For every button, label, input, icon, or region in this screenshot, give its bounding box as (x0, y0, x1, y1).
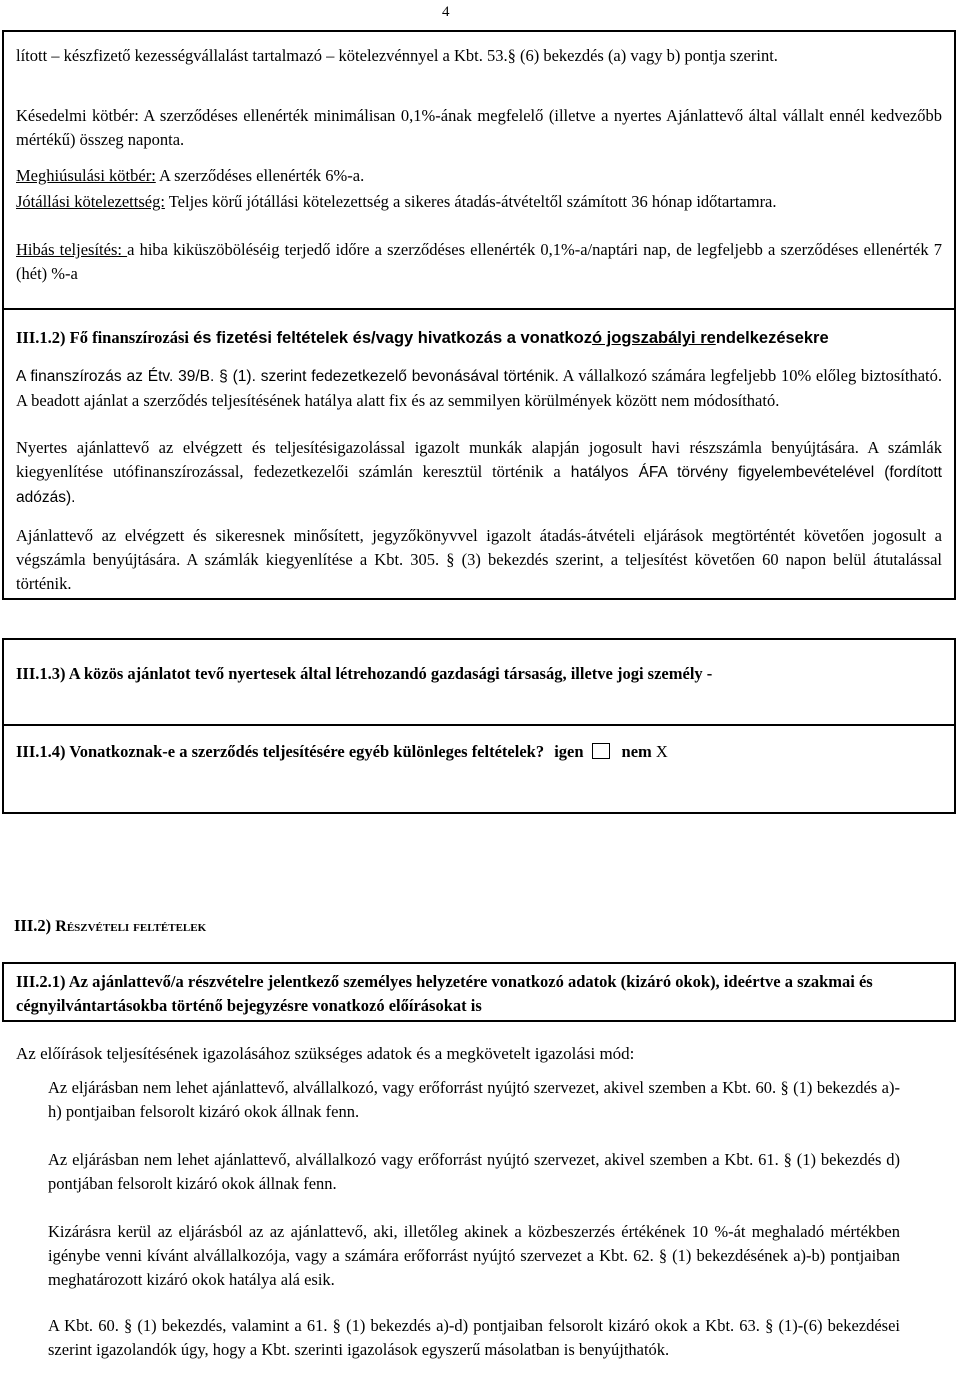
faulty-performance-paragraph (16, 238, 942, 286)
contract-penalties-box (2, 30, 956, 310)
faulty-performance-label: Hibás teljesítés: (16, 240, 128, 259)
exclusion-grounds-box (2, 962, 956, 1022)
financing-paragraph-2 (16, 436, 942, 510)
financing-invoice-text: Nyertes ajánlattevő az elvégzett és teljesítésigazolással igazolt munkák alapján jogosult havi részszámla benyújtására. A számlák kiegyenlítése utófinanszírozással, fedezetkezelői számlán keresztül történik a (16, 438, 942, 481)
financing-heading-part-d: ndelkezésekre (715, 329, 829, 347)
exclusion-item-2: Az eljárásban nem lehet ajánlattevő, alvállalkozó vagy erőforrást nyújtó szervezet, akivel szemben a Kbt. 61. § (1) bekezdés d) pontjában felsorolt kizáró okok állnak fenn. (48, 1150, 900, 1193)
financing-heading-part-c: ó jogszabályi re (592, 329, 716, 347)
financing-vat-text: hatályos ÁFA törvény figyelembevételével (fordított adózás). (16, 464, 942, 506)
joint-tenderers-box (2, 638, 956, 726)
failure-penalty-paragraph (16, 164, 942, 188)
guarantee-paragraph: lított – készfizető kezességvállalást tartalmazó – kötelezvénnyel a Kbt. 53.§ (6) bekezdés (a) vagy b) pontja szerint. (16, 46, 778, 65)
section-number: III.2) (14, 916, 56, 935)
section-title: Részvételi feltételek (55, 918, 207, 935)
failure-penalty-text: A szerződéses ellenérték 6%-a. (155, 166, 365, 185)
warranty-paragraph (16, 190, 942, 214)
faulty-performance-text: a hiba kiküszöböléséig terjedő időre a szerződéses ellenérték 0,1%-a/naptári nap, de legfeljebb a szerződéses ellenérték 7 (hét) %-a (16, 240, 942, 283)
financing-box (2, 308, 956, 600)
late-penalty-paragraph: Késedelmi kötbér: A szerződéses ellenérték minimálisan 0,1%-ának megfelelő (illetve a nyertes Ajánlattevő által vállalt ennél kedvezőbb mértékű) összeg naponta. (16, 106, 942, 149)
financing-paragraph-1 (16, 364, 942, 413)
joint-tenderers-heading: III.1.3) A közös ajánlatot tevő nyertesek által létrehozandó gazdasági társaság, illetve jogi személy - (16, 664, 713, 683)
financing-etv-text: A finanszírozás az Étv. 39/B. § (1). szerint fedezetkezelő bevonásával történik. (16, 368, 559, 385)
financing-heading-part-b: és fizetési feltételek és/vagy hivatkozás a vonatkoz (193, 329, 593, 347)
no-mark: X (655, 742, 668, 761)
failure-penalty-label: Meghiúsulási kötbér: (16, 166, 156, 185)
financing-paragraph-3: Ajánlattevő az elvégzett és sikeresnek minősített, jegyzőkönyvvel igazolt átadás-átvételi eljárások megtörténtét követően jogosult a végszámla benyújtására. A számlák kiegyenlítése a Kbt. 305. § (3) bekezdés szerint, a teljesítést követően 60 napon belül átutalással történik. (16, 526, 942, 593)
exclusion-item-4: A Kbt. 60. § (1) bekezdés, valamint a 61. § (1) bekezdés a)-d) pontjaiban felsorolt kizáró okok a Kbt. 63. § (1)-(6) bekezdései szerint igazolandók úgy, hogy a Kbt. szerinti igazolások egyszerű másolatban is benyújthatók. (48, 1316, 900, 1359)
financing-heading (16, 326, 942, 350)
exclusion-grounds-heading: III.2.1) Az ajánlattevő/a részvételre jelentkező személyes helyzetére vonatkozó adatok (kizáró okok), ideértve a szakmai és cégnyilvántartásokba történő bejegyzésre vonatkozó előírásokat is (16, 972, 873, 1015)
section-heading (14, 914, 206, 939)
warranty-label: Jótállási kötelezettség: (16, 192, 165, 211)
yes-label: igen (554, 742, 584, 761)
special-conditions-box (2, 724, 956, 814)
financing-advance-text: A vállalkozó számára legfeljebb 10% előleg biztosítható. A beadott ajánlat a szerződés teljesítésének hatálya alatt fix és az semmilyen körülmények között nem módosítható. (16, 366, 942, 410)
yes-checkbox[interactable] (592, 743, 610, 759)
special-conditions-heading: III.1.4) Vonatkoznak-e a szerződés teljesítésére egyéb különleges feltételek? (16, 742, 545, 761)
page-number: 4 (442, 4, 450, 20)
no-label: nem (621, 742, 652, 761)
exclusion-item-1: Az eljárásban nem lehet ajánlattevő, alvállalkozó, vagy erőforrást nyújtó szervezet, akivel szemben a Kbt. 60. § (1) bekezdés a)-h) pontjaiban felsorolt kizáró okok állnak fenn. (48, 1078, 900, 1121)
requirements-intro: Az előírások teljesítésének igazolásához szükséges adatok és a megkövetelt igazolási mód: (16, 1044, 635, 1063)
exclusion-item-3: Kizárásra kerül az eljárásból az az ajánlattevő, aki, illetőleg akinek a közbeszerzés értékének 10 %-át meghaladó mértékben igénybe venni kívánt alvállalkozója, vagy a számára erőforrást nyújtó szervezet a Kbt. 62. § (1) bekezdésének a)-b) pontjaiban meghatározott kizáró okok hatálya alá esik. (48, 1222, 900, 1289)
warranty-text: Teljes körű jótállási kötelezettség a sikeres átadás-átvételtől számított 36 hónap időtartamra. (164, 192, 777, 211)
financing-heading-part-a: III.1.2) Fő finanszírozási (16, 328, 194, 347)
special-conditions-line (16, 740, 942, 764)
